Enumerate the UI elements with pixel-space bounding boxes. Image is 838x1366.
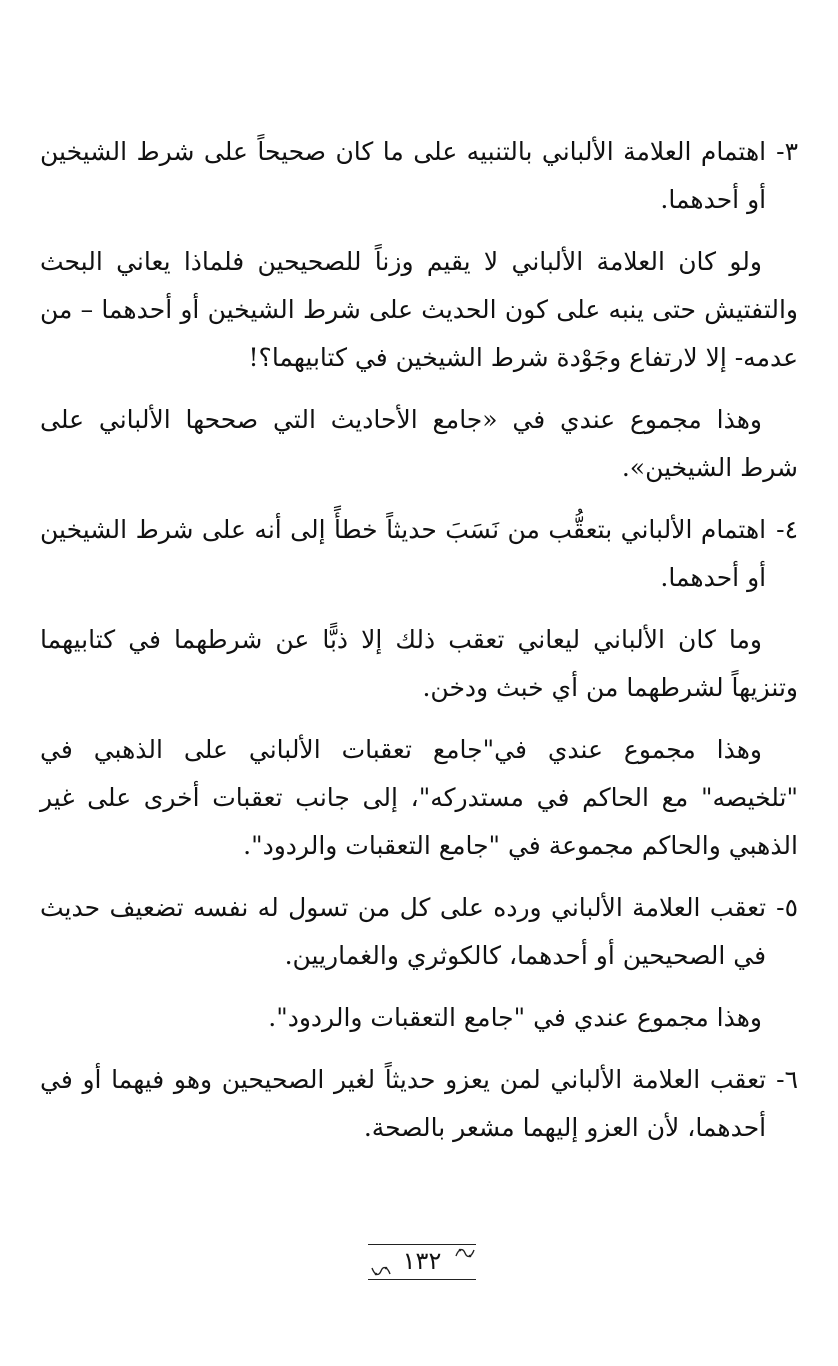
list-text: تعقب العلامة الألباني ورده على كل من تسول له نفسه تضعيف حديث في الصحيحين أو أحدهما، كالكوثري والغماريين. — [40, 893, 767, 970]
list-item-3 — [40, 128, 798, 224]
list-number: ٤- — [776, 515, 798, 544]
page-number: ١٣٢ — [402, 1247, 442, 1275]
list-item-6 — [40, 1056, 798, 1152]
paragraph: ولو كان العلامة الألباني لا يقيم وزناً للصحيحين فلماذا يعاني البحث والتفتيش حتى ينبه على كون الحديث على شرط الشيخين أو أحدهما – من عدمه- إلا لارتفاع وجَوْدة شرط الشيخين في كتابيهما؟! — [40, 247, 798, 372]
list-number: ٦- — [776, 1065, 798, 1094]
list-number: ٣- — [776, 137, 798, 166]
paragraph: وهذا مجموع عندي في «جامع الأحاديث التي صححها الألباني على شرط الشيخين». — [40, 405, 798, 482]
list-text: اهتمام العلامة الألباني بالتنبيه على ما كان صحيحاً على شرط الشيخين أو أحدهما. — [40, 137, 767, 214]
paragraph: وهذا مجموع عندي في "جامع التعقبات والردود". — [268, 1003, 762, 1032]
list-item-4 — [40, 506, 798, 602]
list-item-5 — [40, 884, 798, 980]
page-body — [40, 128, 798, 1152]
paragraph: وهذا مجموع عندي في"جامع تعقبات الألباني على الذهبي في "تلخيصه" مع الحاكم في مستدركه"، إلى جانب تعقبات أخرى على غير الذهبي والحاكم مجموعة في "جامع التعقبات والردود". — [40, 735, 798, 860]
list-number: ٥- — [776, 893, 798, 922]
paragraph: وما كان الألباني ليعاني تعقب ذلك إلا ذبًّا عن شرطهما في كتابيهما وتنزيهاً لشرطهما من أي خبث ودخن. — [40, 625, 798, 702]
page-footer — [368, 1244, 478, 1280]
list-text: اهتمام الألباني بتعقُّب من نَسَبَ حديثاً خطأً إلى أنه على شرط الشيخين أو أحدهما. — [40, 515, 767, 592]
list-text: تعقب العلامة الألباني لمن يعزو حديثاً لغير الصحيحين وهو فيهما أو في أحدهما، لأن العزو إليهما مشعر بالصحة. — [40, 1065, 767, 1142]
